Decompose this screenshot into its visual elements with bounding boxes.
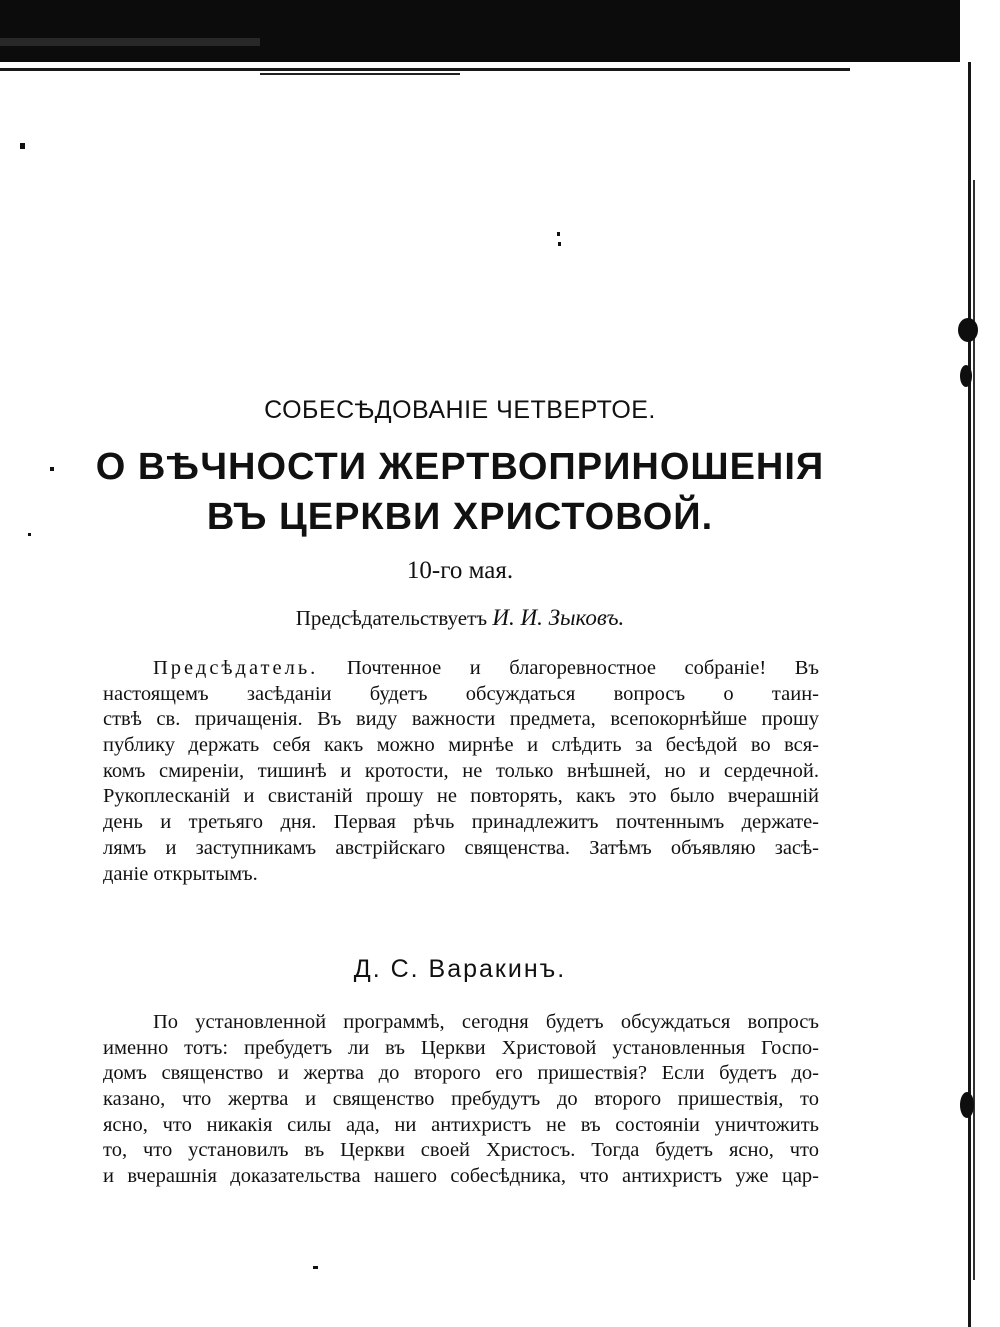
scan-top-rule [0, 68, 850, 71]
text-line: настоящемъ засѣданіи будетъ обсуждаться вопросъ о таин- [103, 682, 819, 705]
conversation-subtitle: СОБЕСѢДОВАНІЕ ЧЕТВЕРТОЕ. [264, 396, 656, 424]
text-line: день и третьяго дня. Первая рѣчь принадлежитъ почтеннымъ держате- [103, 811, 819, 834]
ink-blot [960, 365, 972, 387]
varakin-speech [103, 1010, 819, 1190]
text-line: казано, что жертва и священство пребудутъ до второго пришествія, то [103, 1088, 819, 1111]
text-line: и вчерашнія доказательства нашего собесѣдника, что антихристъ уже цар- [103, 1165, 819, 1188]
text-line: даніе открытымъ. [103, 862, 258, 885]
text-line: публику держать себя какъ можно мирнѣе и слѣдить за бесѣдой во вся- [103, 734, 819, 757]
conversation-title-line-2: ВЪ ЦЕРКВИ ХРИСТОВОЙ. [206, 496, 714, 538]
speaker-heading: Д. С. Варакинъ. [353, 955, 567, 983]
speaker-label: Предсѣдатель. [153, 657, 319, 679]
text-line: лямъ и заступникамъ австрійскаго священства. Затѣмъ объявляю засѣ- [103, 836, 819, 859]
text-line: именно тотъ: пребудетъ ли въ Церкви Христовой установленныя Госпо- [103, 1036, 819, 1059]
scan-speck [558, 242, 561, 246]
presiding-label: Предсѣдательствуетъ [295, 606, 488, 630]
text-line: домъ священство и жертва до второго его пришествія? Если будетъ до- [103, 1062, 819, 1085]
text-line: ствѣ св. причащенія. Въ виду важности предмета, всепокорнѣйше прошу [103, 708, 819, 731]
scan-top-band-streak [0, 38, 260, 46]
ink-blot [958, 318, 978, 342]
scan-top-rule-fragment [260, 73, 460, 75]
presiding-line [0, 605, 920, 631]
session-date: 10-го мая. [406, 557, 514, 584]
text-line: Рукоплесканій и свистаній прошу не повторять, какъ это было вчерашній [103, 785, 819, 808]
scan-speck [313, 1266, 318, 1269]
scan-top-dark-band [0, 0, 960, 62]
scan-right-edge-line [968, 62, 971, 1327]
ink-blot [960, 1092, 974, 1118]
text-line: ясно, что никакія силы ада, ни антихристъ не въ состояніи уничтожить [103, 1113, 819, 1136]
text-line: комъ смиреніи, тишинѣ и кротости, не только внѣшней, но и сердечной. [103, 759, 819, 782]
text-line: то, что установилъ въ Церкви своей Христосъ. Тогда будетъ ясно, что [103, 1139, 819, 1162]
chairman-speech [103, 656, 819, 887]
conversation-title-line-1: О ВѢЧНОСТИ ЖЕРТВОПРИНОШЕНІЯ [95, 446, 825, 488]
scan-right-edge-shadow [973, 180, 975, 1280]
text-line: Предсѣдатель. Почтенное и благоревностное собраніе! Въ [153, 657, 819, 679]
text-line: По установленной программѣ, сегодня будетъ обсуждаться вопросъ [153, 1011, 819, 1033]
scan-speck [20, 143, 25, 149]
presiding-name: И. И. Зыковъ. [492, 605, 625, 630]
scan-speck [557, 232, 560, 236]
